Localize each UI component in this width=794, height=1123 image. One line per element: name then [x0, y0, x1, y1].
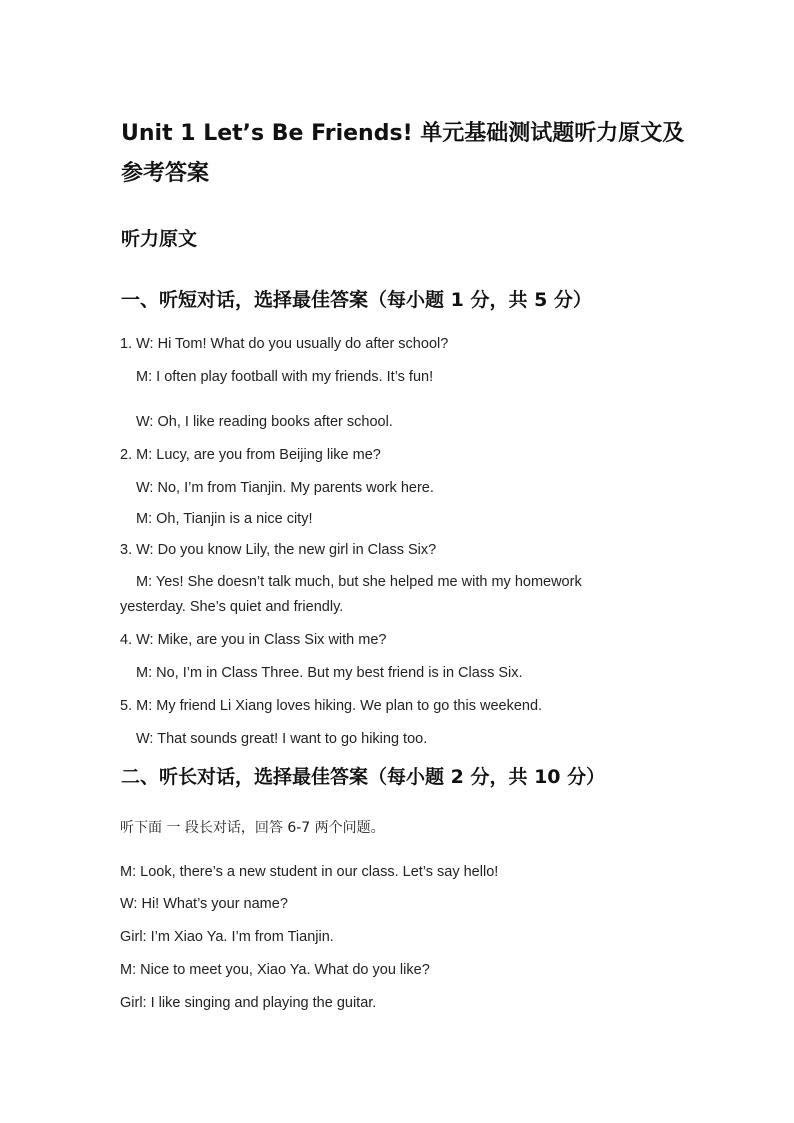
part2-line: Girl: I like singing and playing the guitar. — [120, 995, 377, 1011]
part1-line: 1. W: Hi Tom! What do you usually do after school? — [120, 336, 449, 352]
part1-line: 2. M: Lucy, are you from Beijing like me? — [120, 447, 381, 463]
part1-line: W: No, I’m from Tianjin. My parents work here. — [136, 480, 434, 496]
part2-intro: 听下面 一 段长对话，回答 6-7 两个问题。 — [120, 820, 385, 836]
part2-heading: 二、听长对话，选择最佳答案（每小题 2 分，共 10 分） — [121, 766, 606, 788]
section-heading: 听力原文 — [121, 228, 198, 250]
part2-line: W: Hi! What’s your name? — [120, 896, 288, 912]
part1-line: 5. M: My friend Li Xiang loves hiking. We plan to go this weekend. — [120, 698, 543, 714]
part1-line: 4. W: Mike, are you in Class Six with me? — [120, 632, 387, 648]
part2-line: M: Nice to meet you, Xiao Ya. What do you like? — [120, 962, 430, 978]
part1-line: M: I often play football with my friends. It’s fun! — [136, 369, 434, 385]
part2-line: M: Look, there’s a new student in our class. Let’s say hello! — [120, 864, 499, 880]
part1-heading: 一、听短对话，选择最佳答案（每小题 1 分，共 5 分） — [121, 289, 592, 311]
part1-line: 3. W: Do you know Lily, the new girl in Class Six? — [120, 542, 437, 558]
part1-line: W: That sounds great! I want to go hiking too. — [136, 731, 428, 747]
document-title: Unit 1 Let’s Be Friends! 单元基础测试题听力原文及参考答案 — [121, 121, 685, 186]
part1-line: M: Yes! She doesn’t talk much, but she helped me with my homework yesterday. She’s quiet and friendly. — [120, 574, 582, 615]
part1-line: W: Oh, I like reading books after school. — [136, 414, 393, 430]
part1-line: M: Oh, Tianjin is a nice city! — [136, 511, 313, 527]
part2-line: Girl: I’m Xiao Ya. I’m from Tianjin. — [120, 929, 334, 945]
part1-line: M: No, I’m in Class Three. But my best friend is in Class Six. — [136, 665, 523, 681]
